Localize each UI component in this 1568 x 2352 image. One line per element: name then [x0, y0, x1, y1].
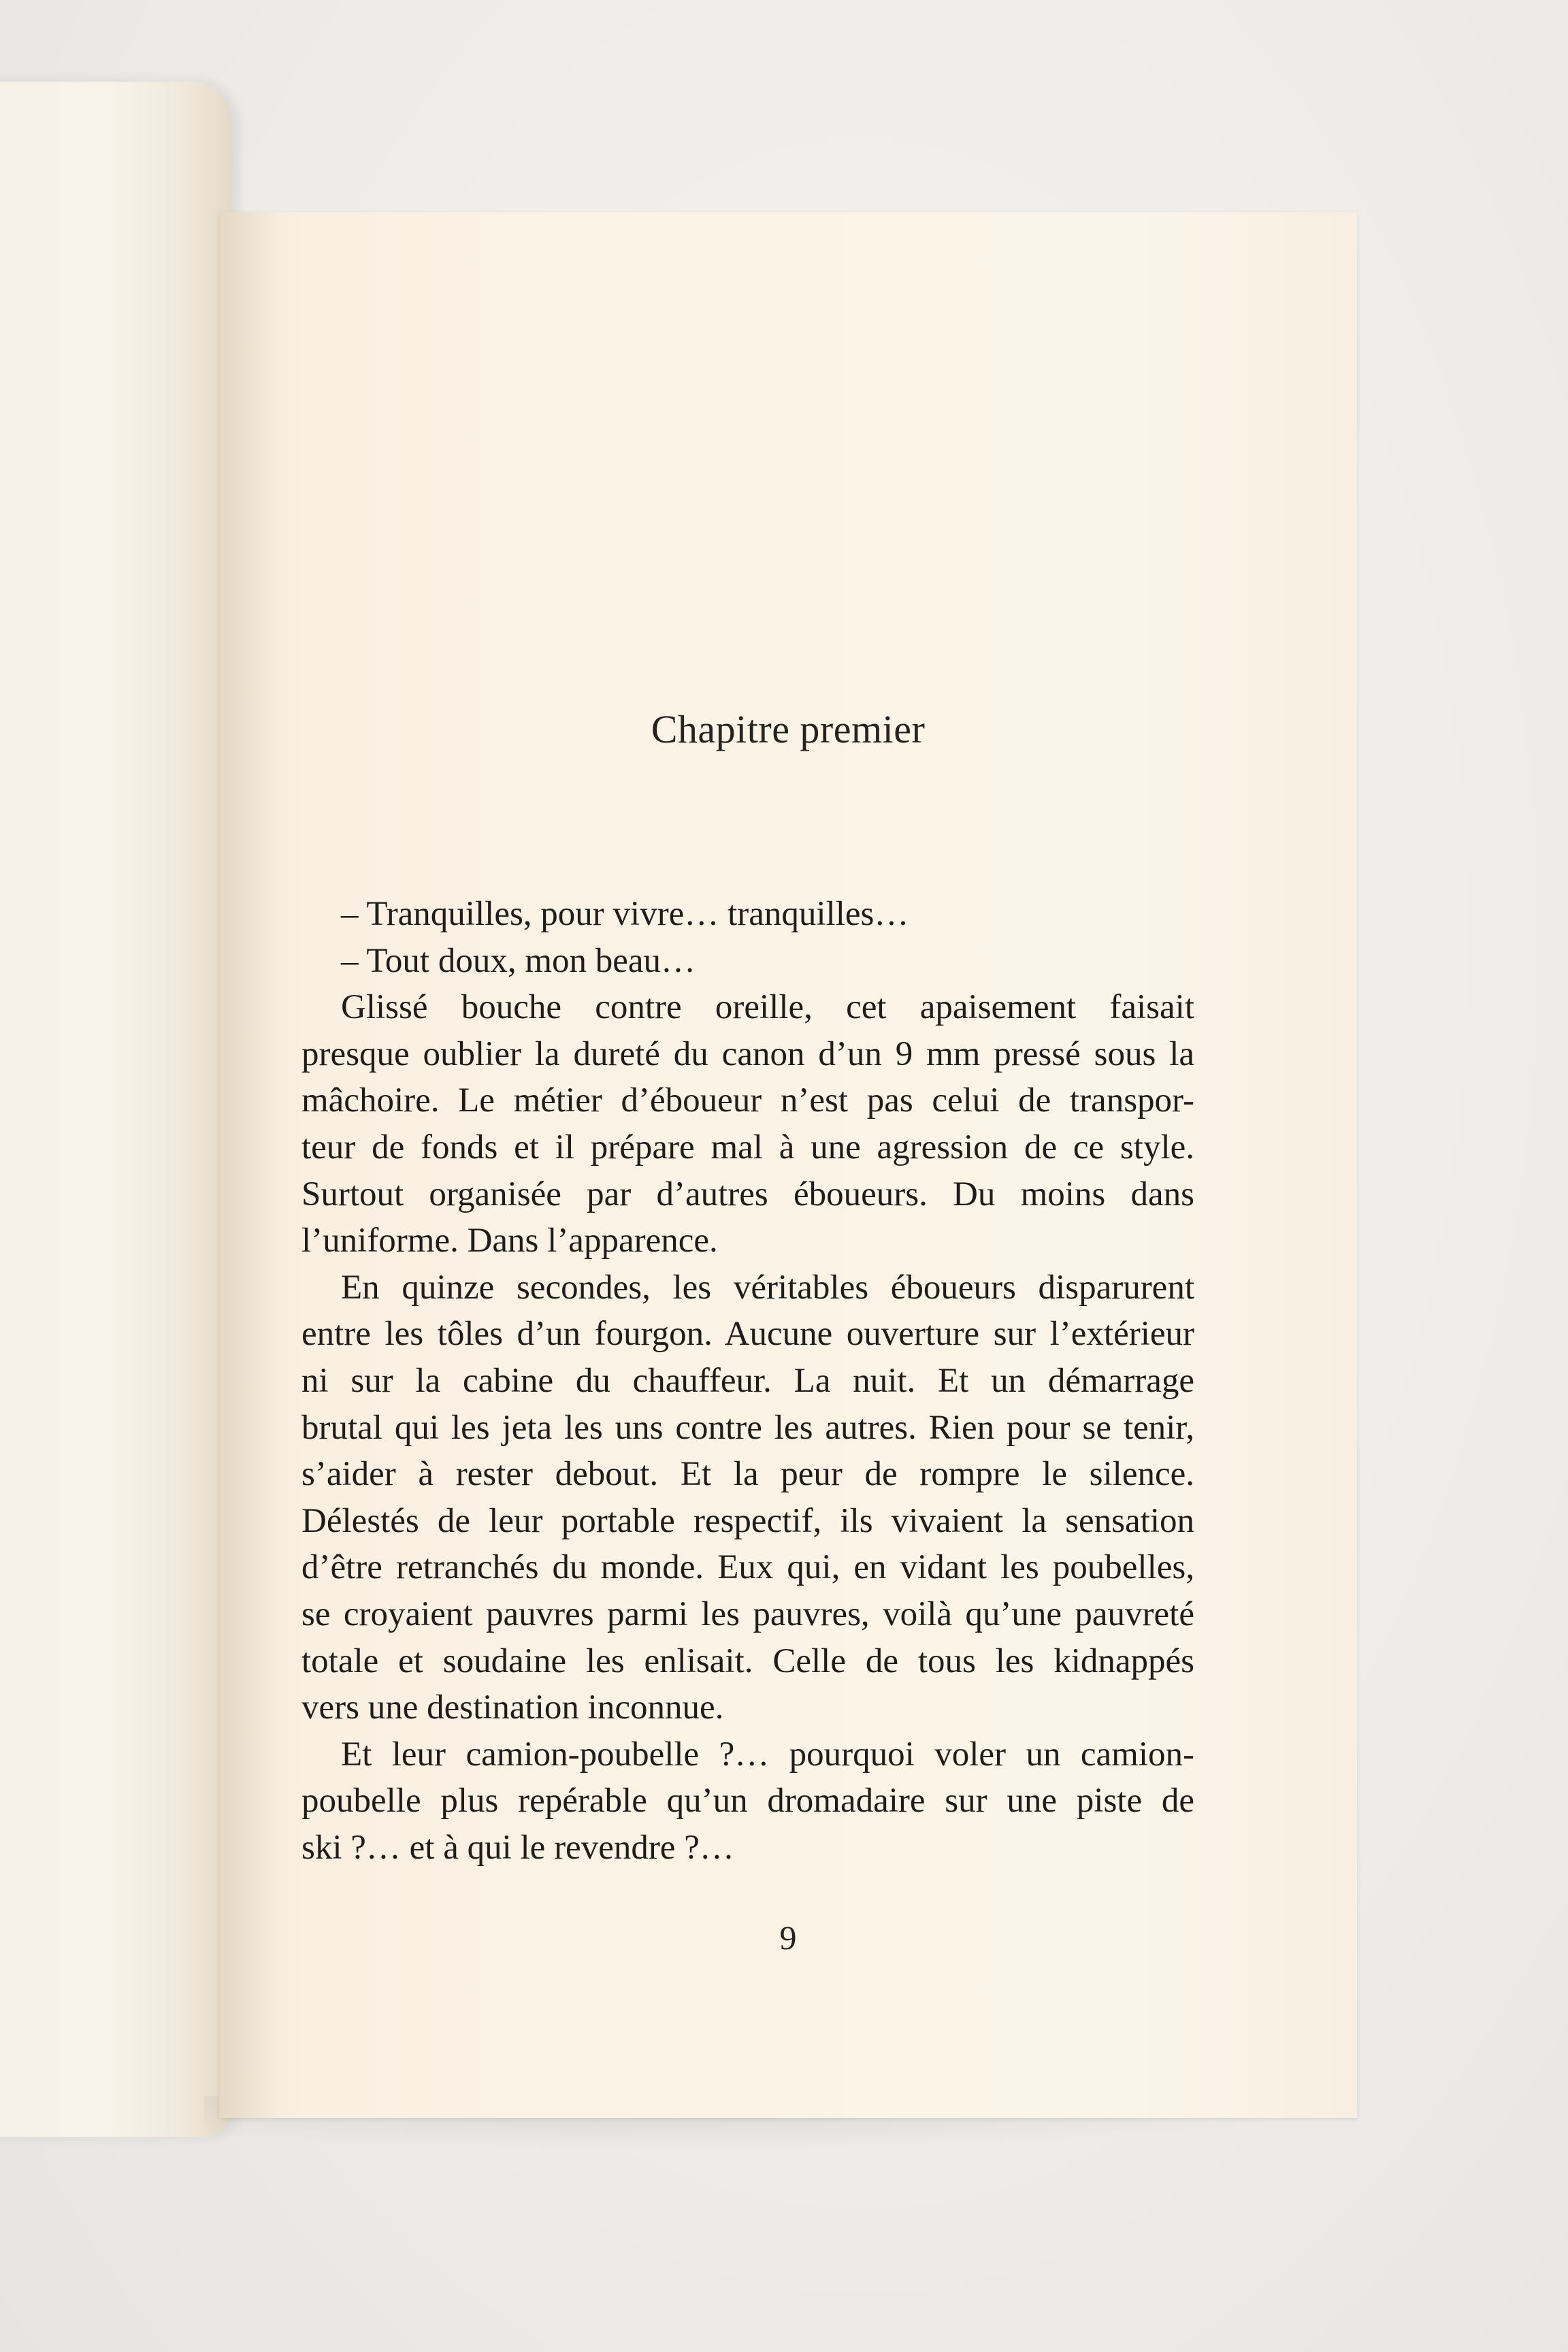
chapter-title: Chapitre premier	[651, 707, 926, 751]
text-line: d’être retranchés du monde. Eux qui, en vidant les poubelles,	[301, 1548, 1194, 1587]
text-line: ski ?… et à qui le revendre ?…	[301, 1828, 734, 1867]
text-line: Surtout organisée par d’autres éboueurs. Du moins dans	[301, 1175, 1194, 1213]
text-line: Glissé bouche contre oreille, cet apaisement faisait	[341, 988, 1194, 1027]
left-facing-page	[0, 82, 231, 2137]
text-line: entre les tôles d’un fourgon. Aucune ouverture sur l’extérieur	[301, 1315, 1194, 1354]
text-line: brutal qui les jeta les uns contre les autres. Rien pour se tenir,	[301, 1408, 1194, 1447]
text-line: ni sur la cabine du chauffeur. La nuit. Et un démarrage	[301, 1361, 1194, 1400]
text-line: s’aider à rester debout. Et la peur de rompre le silence.	[301, 1455, 1194, 1494]
page-number: 9	[779, 1918, 797, 1957]
text-line: vers une destination inconnue.	[301, 1688, 724, 1727]
text-line: Et leur camion-poubelle ?… pourquoi voler un camion-	[341, 1735, 1194, 1774]
text-line: mâchoire. Le métier d’éboueur n’est pas celui de transpor-	[301, 1081, 1194, 1120]
text-line: poubelle plus repérable qu’un dromadaire sur une piste de	[301, 1782, 1194, 1820]
page-gutter-shadow	[219, 212, 280, 2118]
text-line: – Tranquilles, pour vivre… tranquilles…	[341, 895, 909, 933]
text-line: totale et soudaine les enlisait. Celle de tous les kidnappés	[301, 1642, 1194, 1680]
text-line: – Tout doux, mon beau…	[341, 941, 696, 980]
text-line: Délestés de leur portable respectif, ils vivaient la sensation	[301, 1501, 1194, 1540]
text-line: l’uniforme. Dans l’apparence.	[301, 1222, 718, 1260]
text-line: En quinze secondes, les véritables éboueurs disparurent	[341, 1268, 1194, 1307]
body-text	[301, 891, 1194, 1871]
text-line: se croyaient pauvres parmi les pauvres, voilà qu’une pauvreté	[301, 1595, 1194, 1633]
text-line: presque oublier la dureté du canon d’un 9 mm pressé sous la	[301, 1034, 1194, 1073]
text-line: teur de fonds et il prépare mal à une agression de ce style.	[301, 1128, 1194, 1166]
